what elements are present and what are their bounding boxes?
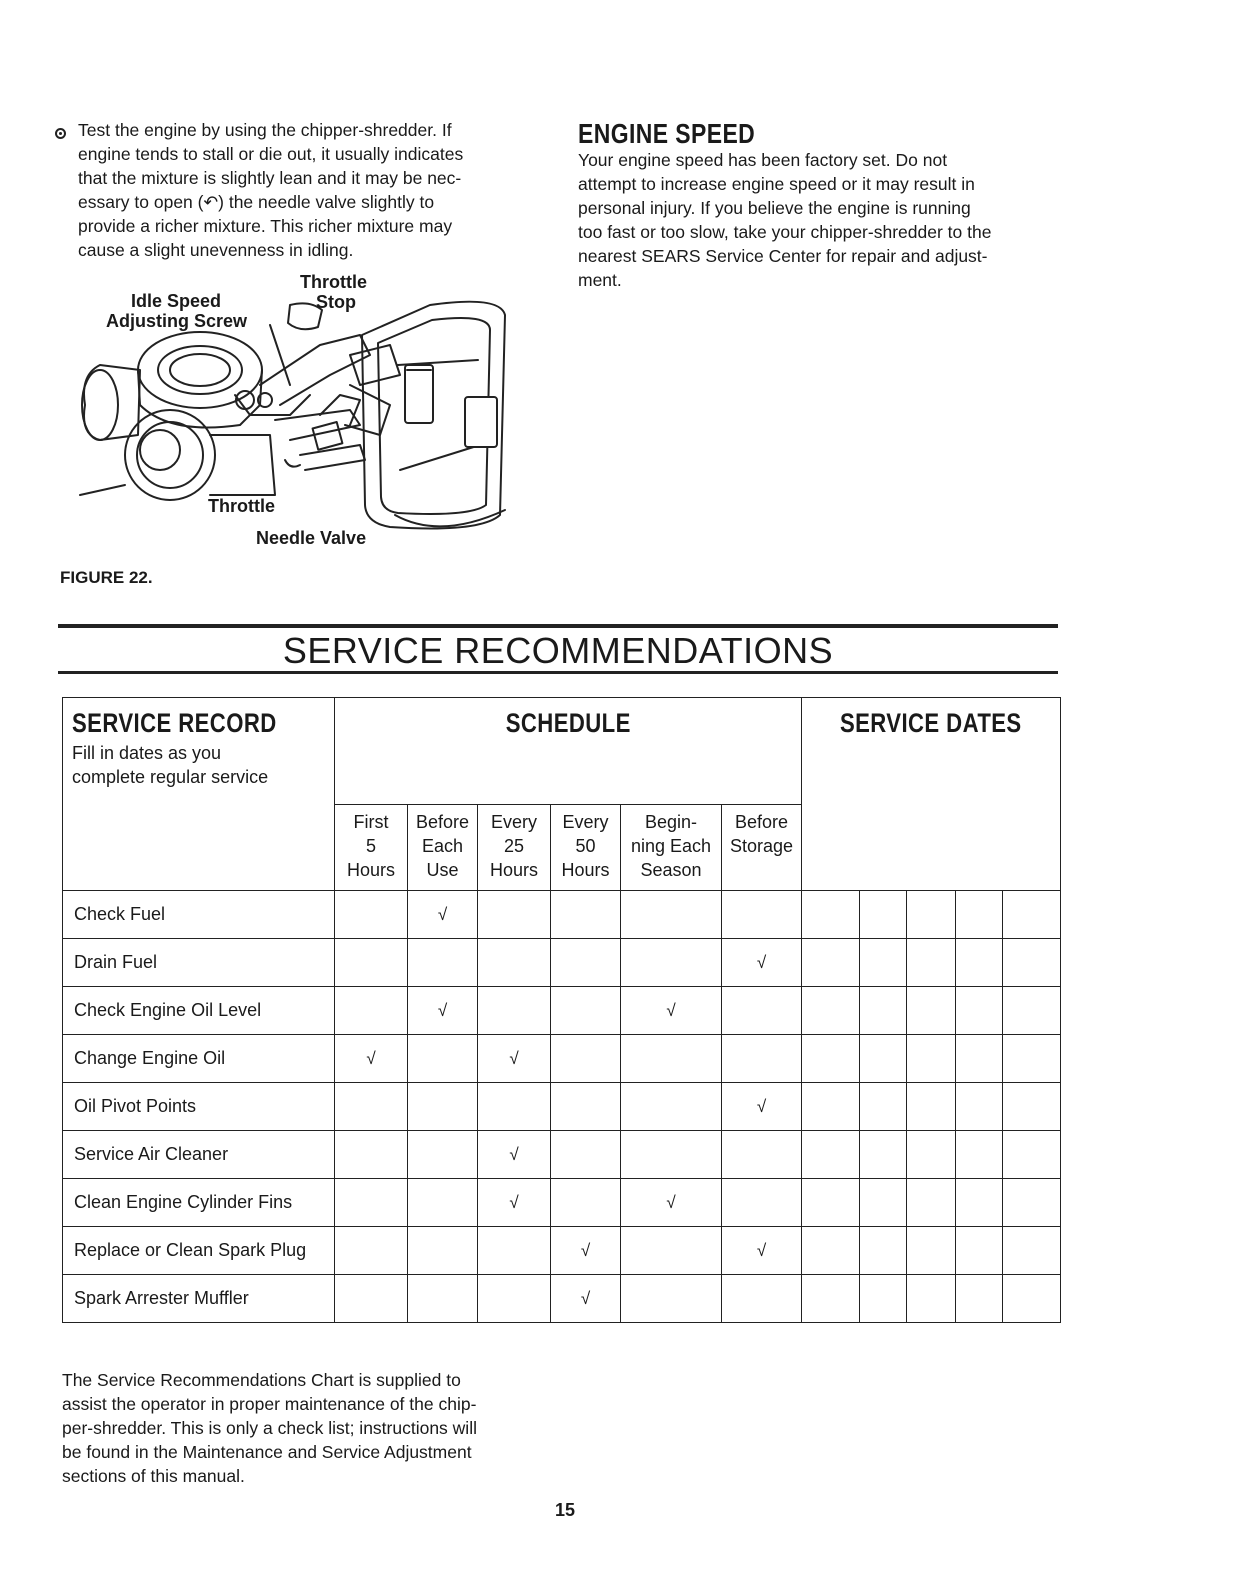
schedule-cell	[335, 1179, 408, 1227]
check-mark: √	[621, 987, 722, 1035]
check-mark: √	[408, 987, 478, 1035]
service-date-cell[interactable]	[907, 939, 956, 987]
service-dates-title: SERVICE DATES	[840, 708, 1022, 738]
service-record-header	[63, 698, 335, 805]
service-date-cell[interactable]	[907, 1035, 956, 1083]
schedule-cell	[722, 1179, 802, 1227]
schedule-title: SCHEDULE	[505, 708, 631, 738]
service-date-cell[interactable]	[956, 987, 1003, 1035]
task-label: Check Fuel	[63, 891, 335, 939]
service-date-cell[interactable]	[802, 1179, 860, 1227]
footer-line: assist the operator in proper maintenance of the chip-	[62, 1394, 477, 1414]
schedule-cell	[621, 1035, 722, 1083]
schedule-col-header	[478, 805, 551, 891]
schedule-cell	[335, 1083, 408, 1131]
check-mark: √	[551, 1227, 621, 1275]
schedule-cell	[621, 939, 722, 987]
sh-line: 5	[365, 836, 376, 856]
schedule-cell	[408, 1083, 478, 1131]
service-table	[62, 697, 1061, 1323]
label-needle-valve: Needle Valve	[256, 528, 367, 548]
engine-speed-paragraph	[578, 148, 1054, 292]
intro-line: cause a slight unevenness in idling.	[78, 240, 354, 260]
check-mark: √	[478, 1131, 551, 1179]
service-record-title: SERVICE RECORD	[72, 708, 277, 738]
service-date-cell[interactable]	[860, 1035, 907, 1083]
service-date-cell[interactable]	[1003, 1131, 1061, 1179]
schedule-cell	[478, 891, 551, 939]
schedule-cell	[621, 1131, 722, 1179]
intro-paragraph	[78, 118, 533, 262]
label-idle-speed-1: Idle Speed	[131, 291, 222, 311]
schedule-cell	[335, 891, 408, 939]
engine-speed-line: too fast or too slow, take your chipper-shredder to the	[578, 222, 992, 242]
service-date-cell[interactable]	[860, 1275, 907, 1323]
task-rows	[63, 891, 1061, 1323]
service-date-cell[interactable]	[907, 1179, 956, 1227]
sh-line: Season	[640, 860, 702, 880]
check-mark: √	[722, 1083, 802, 1131]
service-date-cell[interactable]	[802, 891, 860, 939]
schedule-cell	[335, 939, 408, 987]
schedule-cell	[478, 1227, 551, 1275]
check-mark: √	[621, 1179, 722, 1227]
footer-line: sections of this manual.	[62, 1466, 245, 1486]
service-date-cell[interactable]	[1003, 1035, 1061, 1083]
engine-speed-line: ment.	[578, 270, 622, 290]
schedule-cell	[621, 891, 722, 939]
footer-line: per-shredder. This is only a check list; instructions will	[62, 1418, 477, 1438]
service-date-cell[interactable]	[907, 987, 956, 1035]
service-date-cell[interactable]	[907, 1131, 956, 1179]
schedule-cell	[621, 1275, 722, 1323]
sh-line: First	[353, 812, 389, 832]
service-date-cell[interactable]	[860, 1227, 907, 1275]
service-date-cell[interactable]	[1003, 987, 1061, 1035]
schedule-cell	[408, 939, 478, 987]
service-record-sub2: complete regular service	[72, 767, 269, 787]
table-row	[63, 1131, 1061, 1179]
sh-line: Begin-	[644, 812, 698, 832]
intro-line: that the mixture is slightly lean and it may be nec-	[78, 168, 462, 188]
table-row	[63, 1275, 1061, 1323]
table-row	[63, 1179, 1061, 1227]
label-throttle: Throttle	[208, 496, 275, 516]
sh-line: Use	[426, 860, 459, 880]
schedule-header	[335, 698, 802, 805]
service-date-cell[interactable]	[1003, 1227, 1061, 1275]
schedule-cell	[551, 1179, 621, 1227]
service-date-cell[interactable]	[1003, 1083, 1061, 1131]
footer-paragraph	[62, 1368, 542, 1488]
check-mark: √	[722, 939, 802, 987]
intro-line: provide a richer mixture. This richer mixture may	[78, 216, 453, 236]
service-date-cell[interactable]	[802, 987, 860, 1035]
service-date-cell[interactable]	[860, 1179, 907, 1227]
schedule-cell	[551, 891, 621, 939]
service-date-cell[interactable]	[860, 939, 907, 987]
intro-line: Test the engine by using the chipper-shredder. If	[78, 120, 452, 140]
service-date-cell[interactable]	[860, 1083, 907, 1131]
sh-line: Every	[490, 812, 537, 832]
schedule-cell	[621, 1227, 722, 1275]
footer-line: The Service Recommendations Chart is supplied to	[62, 1370, 461, 1390]
schedule-cell	[335, 987, 408, 1035]
schedule-cell	[335, 1275, 408, 1323]
bullet-icon	[55, 128, 66, 139]
schedule-cell	[335, 1131, 408, 1179]
table-row	[63, 891, 1061, 939]
check-mark: √	[478, 1179, 551, 1227]
service-date-cell[interactable]	[907, 1275, 956, 1323]
task-label: Replace or Clean Spark Plug	[63, 1227, 335, 1275]
sh-line: Storage	[729, 836, 794, 856]
service-date-cell[interactable]	[956, 891, 1003, 939]
sh-line: 25	[503, 836, 525, 856]
schedule-cell	[408, 1227, 478, 1275]
schedule-col-header	[722, 805, 802, 891]
service-date-cell[interactable]	[802, 939, 860, 987]
table-row	[63, 1083, 1061, 1131]
schedule-cell	[551, 987, 621, 1035]
service-record-sub1: Fill in dates as you	[72, 743, 222, 763]
schedule-cell	[551, 1083, 621, 1131]
task-label: Change Engine Oil	[63, 1035, 335, 1083]
service-date-cell[interactable]	[956, 939, 1003, 987]
service-date-cell[interactable]	[956, 1179, 1003, 1227]
sh-line: Before	[734, 812, 789, 832]
service-date-cell[interactable]	[802, 1131, 860, 1179]
schedule-cell	[408, 1131, 478, 1179]
task-label: Check Engine Oil Level	[63, 987, 335, 1035]
engine-speed-line: personal injury. If you believe the engine is running	[578, 198, 971, 218]
schedule-cell	[621, 1083, 722, 1131]
schedule-cell	[408, 1179, 478, 1227]
schedule-cell	[478, 1275, 551, 1323]
schedule-col-header	[335, 805, 408, 891]
schedule-cell	[408, 1275, 478, 1323]
schedule-col-header	[551, 805, 621, 891]
service-date-cell[interactable]	[1003, 1179, 1061, 1227]
sh-line: Hours	[346, 860, 395, 880]
service-date-cell[interactable]	[1003, 891, 1061, 939]
service-date-cell[interactable]	[907, 891, 956, 939]
sh-line: Hours	[489, 860, 538, 880]
figure-caption: FIGURE 22.	[60, 568, 153, 587]
check-mark: √	[722, 1227, 802, 1275]
service-date-cell[interactable]	[802, 1035, 860, 1083]
service-date-cell[interactable]	[956, 1275, 1003, 1323]
table-row	[63, 939, 1061, 987]
label-throttle-stop-1: Throttle	[300, 272, 367, 292]
engine-speed-line: Your engine speed has been factory set. Do not	[578, 150, 948, 170]
intro-line: essary to open (↶) the needle valve slightly to	[78, 192, 435, 212]
service-date-cell[interactable]	[860, 891, 907, 939]
check-mark: √	[335, 1035, 408, 1083]
engine-speed-heading: ENGINE SPEED	[578, 118, 756, 149]
task-label: Clean Engine Cylinder Fins	[63, 1179, 335, 1227]
section-rule-bottom	[58, 671, 1058, 674]
schedule-cell	[551, 1131, 621, 1179]
schedule-cell	[335, 1227, 408, 1275]
schedule-cell	[478, 1083, 551, 1131]
service-date-cell[interactable]	[1003, 1275, 1061, 1323]
service-date-cell[interactable]	[956, 1227, 1003, 1275]
sh-line: Hours	[561, 860, 610, 880]
label-throttle-stop-2: Stop	[316, 292, 356, 312]
footer-line: be found in the Maintenance and Service Adjustment	[62, 1442, 472, 1462]
schedule-cell	[551, 939, 621, 987]
task-label: Oil Pivot Points	[63, 1083, 335, 1131]
task-label: Spark Arrester Muffler	[63, 1275, 335, 1323]
sh-line: 50	[575, 836, 596, 856]
section-rule-top	[58, 624, 1058, 628]
schedule-col-header	[408, 805, 478, 891]
schedule-cell	[478, 939, 551, 987]
service-date-cell[interactable]	[802, 1083, 860, 1131]
sh-line: Before	[415, 812, 470, 832]
schedule-cell	[408, 1035, 478, 1083]
service-date-cell[interactable]	[860, 1131, 907, 1179]
schedule-cell	[551, 1035, 621, 1083]
schedule-cell	[722, 1131, 802, 1179]
schedule-cell	[722, 1275, 802, 1323]
table-row	[63, 1227, 1061, 1275]
schedule-cell	[478, 987, 551, 1035]
table-row	[63, 1035, 1061, 1083]
service-date-cell[interactable]	[907, 1227, 956, 1275]
service-date-cell[interactable]	[956, 1131, 1003, 1179]
service-date-cell[interactable]	[956, 1035, 1003, 1083]
task-label: Service Air Cleaner	[63, 1131, 335, 1179]
schedule-cell	[722, 1035, 802, 1083]
sh-line: Every	[562, 812, 609, 832]
sh-line: Each	[421, 836, 464, 856]
service-date-cell[interactable]	[956, 1083, 1003, 1131]
service-date-cell[interactable]	[802, 1275, 860, 1323]
section-title: SERVICE RECOMMENDATIONS	[282, 630, 834, 671]
check-mark: √	[478, 1035, 551, 1083]
service-date-cell[interactable]	[802, 1227, 860, 1275]
schedule-cell	[722, 891, 802, 939]
task-label: Drain Fuel	[63, 939, 335, 987]
intro-line: engine tends to stall or die out, it usually indicates	[78, 144, 464, 164]
service-date-cell[interactable]	[860, 987, 907, 1035]
service-date-cell[interactable]	[1003, 939, 1061, 987]
service-dates-header	[802, 698, 1061, 891]
header-spacer	[63, 805, 335, 891]
table-row	[63, 987, 1061, 1035]
engine-speed-line: attempt to increase engine speed or it may result in	[578, 174, 975, 194]
label-idle-speed-2: Adjusting Screw	[106, 311, 248, 331]
sh-line: ning Each	[630, 836, 712, 856]
engine-speed-line: nearest SEARS Service Center for repair and adjust-	[578, 246, 988, 266]
page-number: 15	[554, 1500, 576, 1520]
service-date-cell[interactable]	[907, 1083, 956, 1131]
schedule-cell	[722, 987, 802, 1035]
check-mark: √	[551, 1275, 621, 1323]
check-mark: √	[408, 891, 478, 939]
schedule-col-header	[621, 805, 722, 891]
